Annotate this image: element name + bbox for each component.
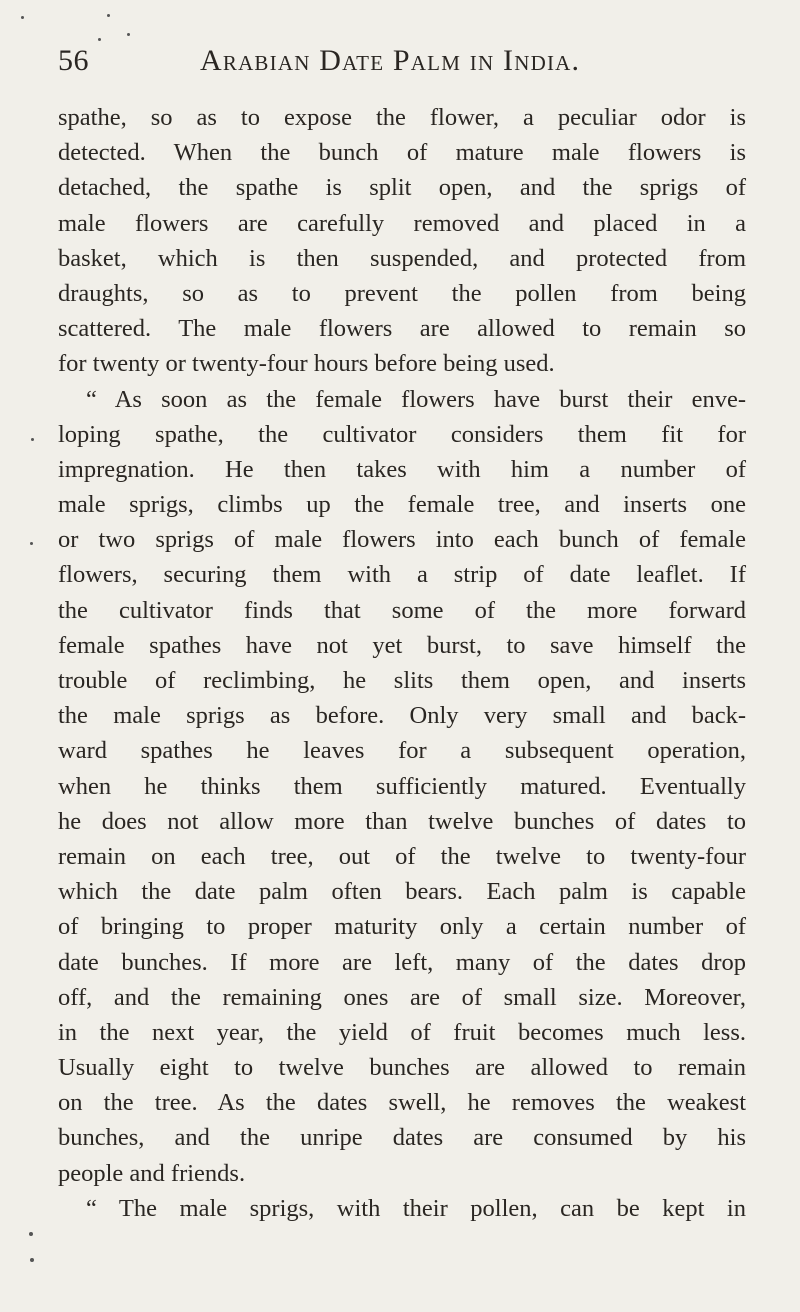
- scan-speck: [98, 38, 101, 41]
- text-line: impregnation. He then takes with him a number of: [58, 455, 746, 483]
- scan-speck: [30, 1258, 34, 1262]
- text-line: the male sprigs as before. Only very small and back-: [58, 702, 746, 730]
- text-line: he does not allow more than twelve bunches of dates to: [58, 807, 746, 835]
- scan-speck: [21, 16, 24, 19]
- text-line: detected. When the bunch of mature male flowers is: [58, 139, 746, 167]
- text-line: date bunches. If more are left, many of the dates drop: [58, 948, 746, 976]
- text-line: for twenty or twenty-four hours before being used.: [58, 350, 555, 378]
- text-line: bunches, and the unripe dates are consumed by his: [58, 1124, 746, 1152]
- text-line: remain on each tree, out of the twelve to twenty-four: [58, 842, 746, 870]
- paragraph-start-line: “ As soon as the female flowers have burst their enve-: [86, 385, 746, 413]
- text-line: which the date palm often bears. Each palm is capable: [58, 878, 746, 906]
- text-line: scattered. The male flowers are allowed to remain so: [58, 315, 746, 343]
- text-line: ward spathes he leaves for a subsequent operation,: [58, 737, 746, 765]
- paragraph-start-line: “ The male sprigs, with their pollen, can be kept in: [86, 1194, 746, 1222]
- text-line: male sprigs, climbs up the female tree, and inserts one: [58, 491, 746, 519]
- page-header: [58, 44, 748, 84]
- text-line: or two sprigs of male flowers into each bunch of female: [58, 526, 746, 554]
- text-line: basket, which is then suspended, and protected from: [58, 244, 746, 272]
- text-line: male flowers are carefully removed and placed in a: [58, 209, 746, 237]
- page-number: 56: [58, 44, 89, 77]
- text-line: female spathes have not yet burst, to save himself the: [58, 631, 746, 659]
- scan-speck: [107, 14, 110, 17]
- text-line: spathe, so as to expose the flower, a peculiar odor is: [58, 104, 746, 131]
- text-line: when he thinks them sufficiently matured. Eventually: [58, 772, 746, 800]
- body-text: [58, 100, 746, 1226]
- text-line: draughts, so as to prevent the pollen from being: [58, 279, 746, 307]
- scan-speck: [30, 542, 33, 545]
- text-line: Usually eight to twelve bunches are allowed to remain: [58, 1054, 746, 1082]
- running-title: Arabian Date Palm in India.: [200, 44, 581, 77]
- text-line: off, and the remaining ones are of small size. Moreover,: [58, 983, 746, 1011]
- text-line: loping spathe, the cultivator considers them fit for: [58, 420, 746, 448]
- text-line: of bringing to proper maturity only a certain number of: [58, 913, 746, 941]
- scan-speck: [127, 33, 130, 36]
- text-line: in the next year, the yield of fruit becomes much less.: [58, 1018, 746, 1046]
- text-line: flowers, securing them with a strip of date leaflet. If: [58, 561, 746, 589]
- text-line: detached, the spathe is split open, and the sprigs of: [58, 174, 746, 202]
- scan-speck: [29, 1232, 33, 1236]
- scan-speck: [31, 438, 34, 441]
- text-line: people and friends.: [58, 1159, 246, 1187]
- text-line: trouble of reclimbing, he slits them open, and inserts: [58, 667, 746, 694]
- text-line: on the tree. As the dates swell, he removes the weakest: [58, 1089, 746, 1117]
- text-line: the cultivator finds that some of the more forward: [58, 596, 746, 624]
